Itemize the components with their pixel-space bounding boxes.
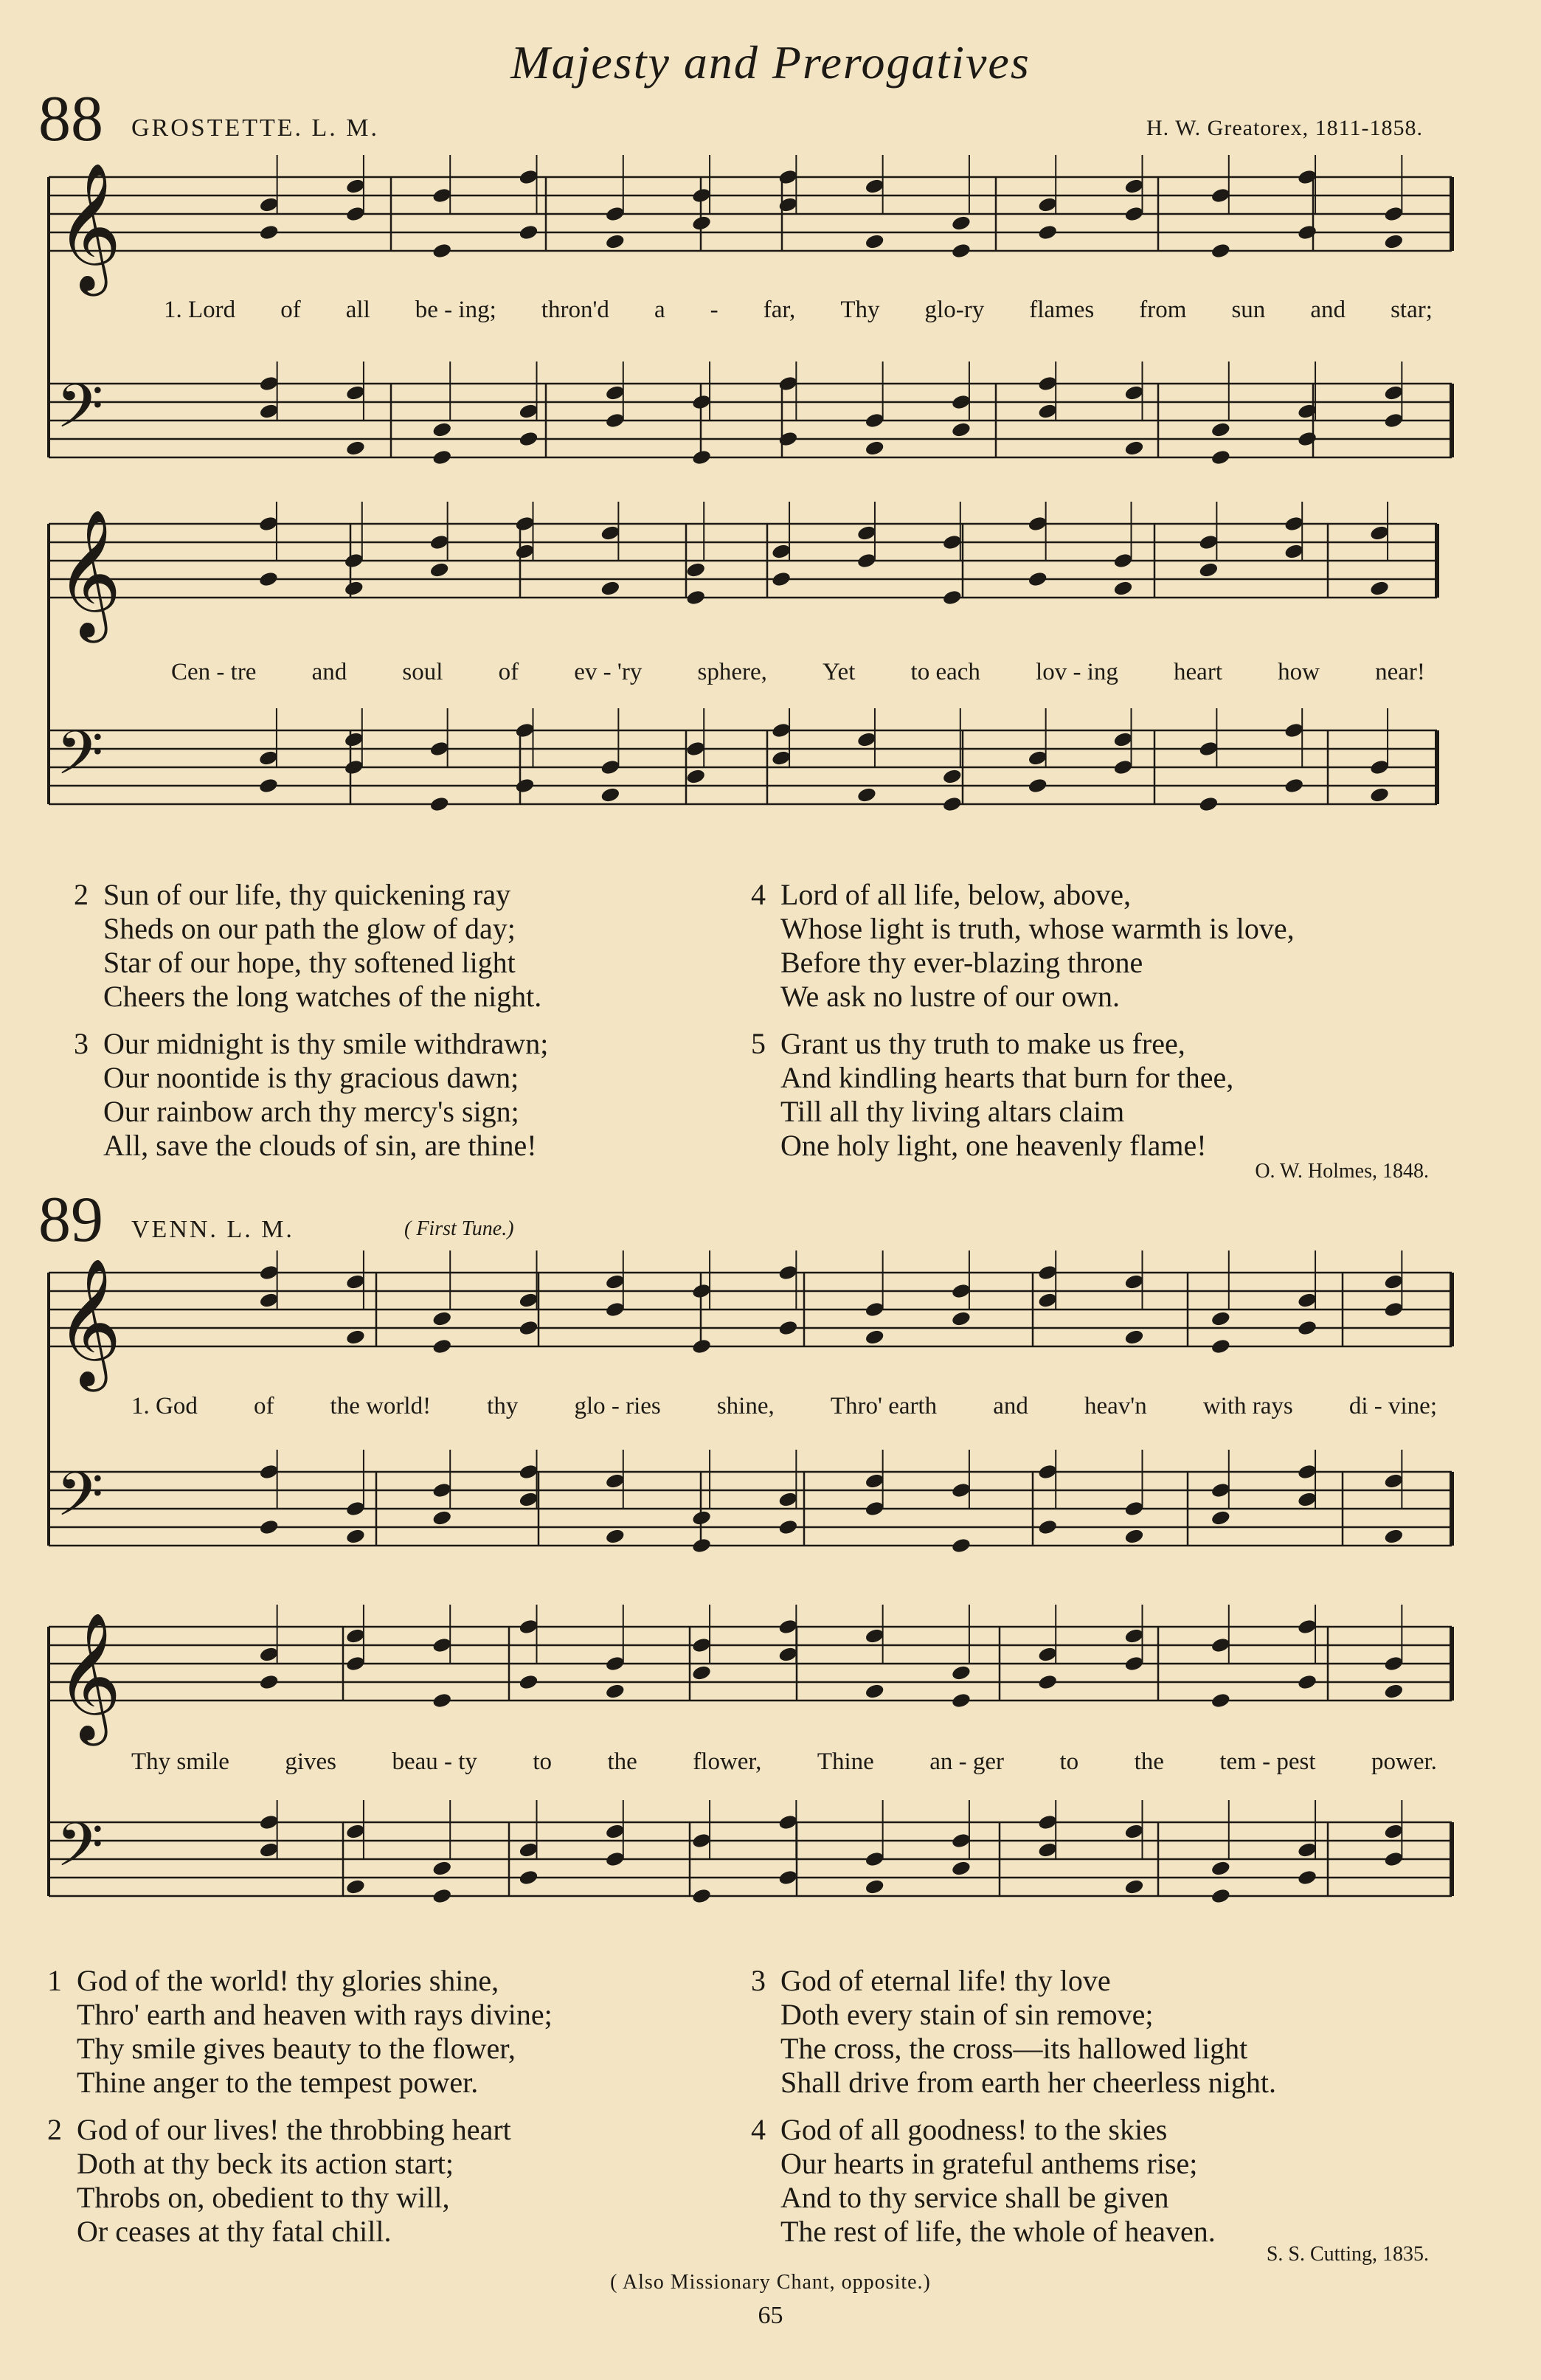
lyric-syllable: from bbox=[1139, 297, 1187, 323]
verse-number: 3 bbox=[751, 1964, 766, 1997]
lyric-syllable: near! bbox=[1375, 659, 1425, 685]
verse-line: Thro' earth and heaven with rays divine; bbox=[77, 1998, 553, 2031]
lyric-syllable: sun bbox=[1231, 297, 1266, 323]
svg-text:𝄞: 𝄞 bbox=[56, 1258, 122, 1386]
verse-line: Our hearts in grateful anthems rise; bbox=[780, 2147, 1198, 2180]
lyric-syllable: and bbox=[311, 659, 347, 685]
verse-number: 2 bbox=[74, 878, 89, 911]
verse-line: Lord of all life, below, above, bbox=[780, 878, 1132, 911]
verse-line: Our noontide is thy gracious dawn; bbox=[103, 1061, 519, 1094]
hymn-88-verse-2 bbox=[74, 878, 541, 1014]
footer-note: ( Also Missionary Chant, opposite.) bbox=[610, 2271, 931, 2294]
lyric-syllable: thron'd bbox=[541, 297, 609, 323]
verse-line: One holy light, one heavenly flame! bbox=[780, 1129, 1207, 1162]
lyric-syllable: di - vine; bbox=[1348, 1393, 1437, 1419]
lyric-syllable: a bbox=[654, 297, 665, 323]
verse-line: Doth at thy beck its action start; bbox=[77, 2147, 454, 2180]
lyric-syllable: sphere, bbox=[697, 659, 767, 685]
lyric-syllable: power. bbox=[1371, 1748, 1437, 1775]
lyric-syllable: tem - pest bbox=[1219, 1748, 1316, 1775]
lyric-syllable: and bbox=[1310, 297, 1346, 323]
lyric-syllable: 1. Lord bbox=[164, 297, 236, 323]
lyric-syllable: flower, bbox=[693, 1748, 762, 1775]
lyric-syllable: glo - ries bbox=[574, 1393, 661, 1419]
hymn-88-lyric-line-2 bbox=[171, 659, 1425, 686]
verse-line: Our rainbow arch thy mercy's sign; bbox=[103, 1095, 519, 1128]
lyric-syllable: - bbox=[710, 297, 718, 323]
verse-line: God of all goodness! to the skies bbox=[780, 2113, 1168, 2146]
lyric-syllable: of bbox=[498, 659, 519, 685]
svg-text:𝄢: 𝄢 bbox=[56, 1459, 104, 1545]
lyric-syllable: far, bbox=[763, 297, 796, 323]
verse-line: God of the world! thy glories shine, bbox=[77, 1964, 499, 1997]
lyric-syllable: star; bbox=[1391, 297, 1433, 323]
hymn-88-tune: GROSTETTE. L. M. bbox=[131, 114, 380, 142]
verse-number: 4 bbox=[751, 2113, 766, 2146]
hymn-89-verse-3 bbox=[751, 1964, 1276, 2100]
svg-text:𝄞: 𝄞 bbox=[56, 162, 122, 291]
lyric-syllable: thy bbox=[487, 1393, 519, 1419]
lyric-syllable: shine, bbox=[716, 1393, 775, 1419]
lyric-syllable: Thy bbox=[840, 297, 880, 323]
hymn-88-composer: H. W. Greatorex, 1811-1858. bbox=[1146, 116, 1423, 140]
lyric-syllable: glo-ry bbox=[924, 297, 985, 323]
verse-line: Till all thy living altars claim bbox=[780, 1095, 1125, 1128]
lyric-syllable: heav'n bbox=[1084, 1393, 1147, 1419]
verse-line: Our midnight is thy smile withdrawn; bbox=[103, 1027, 549, 1060]
lyric-syllable: heart bbox=[1174, 659, 1222, 685]
verse-line: Sheds on our path the glow of day; bbox=[103, 912, 516, 945]
hymn-88-number: 88 bbox=[38, 83, 103, 155]
hymn-88-verse-4 bbox=[751, 878, 1295, 1014]
verse-line: Before thy ever-blazing throne bbox=[780, 946, 1143, 979]
verse-line: God of eternal life! thy love bbox=[780, 1964, 1111, 1997]
verse-number: 4 bbox=[751, 878, 766, 911]
lyric-syllable: soul bbox=[402, 659, 443, 685]
verse-line: Thy smile gives beauty to the flower, bbox=[77, 2032, 516, 2065]
verse-line: Cheers the long watches of the night. bbox=[103, 980, 542, 1013]
lyric-syllable: gives bbox=[285, 1748, 337, 1775]
verse-number: 1 bbox=[47, 1964, 62, 1997]
verse-line: And kindling hearts that burn for thee, bbox=[780, 1061, 1234, 1094]
svg-text:𝄢: 𝄢 bbox=[56, 370, 104, 457]
verse-line: And to thy service shall be given bbox=[780, 2181, 1169, 2214]
svg-text:𝄞: 𝄞 bbox=[56, 1612, 122, 1740]
lyric-syllable: the bbox=[1134, 1748, 1164, 1775]
page-number: 65 bbox=[758, 2302, 783, 2329]
hymn-89-author: S. S. Cutting, 1835. bbox=[1266, 2243, 1429, 2266]
hymn-88-verse-3 bbox=[74, 1027, 548, 1163]
lyric-syllable: of bbox=[253, 1393, 274, 1419]
hymn-89-verse-2 bbox=[47, 2113, 511, 2249]
verse-line: The cross, the cross—its hallowed light bbox=[780, 2032, 1248, 2065]
lyric-syllable: all bbox=[345, 297, 370, 323]
lyric-syllable: Thine bbox=[817, 1748, 874, 1775]
lyric-syllable: flames bbox=[1029, 297, 1095, 323]
verse-line: Whose light is truth, whose warmth is love, bbox=[780, 912, 1295, 945]
lyric-syllable: of bbox=[280, 297, 301, 323]
hymn-88-author: O. W. Holmes, 1848. bbox=[1255, 1160, 1429, 1183]
verse-number: 2 bbox=[47, 2113, 62, 2146]
hymn-89-verse-4 bbox=[751, 2113, 1216, 2249]
lyric-syllable: how bbox=[1278, 659, 1320, 685]
svg-text:𝄢: 𝄢 bbox=[56, 1809, 104, 1895]
verse-line: Doth every stain of sin remove; bbox=[780, 1998, 1154, 2031]
hymn-89-tune: VENN. L. M. bbox=[131, 1216, 294, 1243]
lyric-syllable: and bbox=[993, 1393, 1028, 1419]
verse-line: Throbs on, obedient to thy will, bbox=[77, 2181, 450, 2214]
hymn-88-lyric-line-1 bbox=[164, 297, 1433, 324]
verse-line: Or ceases at thy fatal chill. bbox=[77, 2215, 392, 2248]
svg-text:𝄞: 𝄞 bbox=[56, 509, 122, 637]
section-title: Majesty and Prerogatives bbox=[510, 36, 1031, 89]
hymn-89-number: 89 bbox=[38, 1184, 103, 1256]
lyric-syllable: the world! bbox=[330, 1393, 432, 1419]
lyric-syllable: Cen - tre bbox=[171, 659, 257, 685]
verse-line: We ask no lustre of our own. bbox=[780, 980, 1121, 1013]
verse-line: The rest of life, the whole of heaven. bbox=[780, 2215, 1216, 2248]
verse-line: Grant us thy truth to make us free, bbox=[780, 1027, 1185, 1060]
hymn-88-verse-5 bbox=[751, 1027, 1233, 1163]
verse-line: Sun of our life, thy quickening ray bbox=[103, 878, 511, 911]
lyric-syllable: with rays bbox=[1202, 1393, 1293, 1419]
lyric-syllable: ev - 'ry bbox=[574, 659, 643, 685]
lyric-syllable: lov - ing bbox=[1036, 659, 1118, 685]
verse-line: Star of our hope, thy softened light bbox=[103, 946, 516, 979]
lyric-syllable: to bbox=[533, 1748, 553, 1775]
lyric-syllable: an - ger bbox=[929, 1748, 1005, 1775]
lyric-syllable: to each bbox=[910, 659, 980, 685]
lyric-syllable: be - ing; bbox=[415, 297, 496, 323]
hymn-89-tune-note: ( First Tune.) bbox=[404, 1217, 514, 1240]
lyric-syllable: Thro' earth bbox=[830, 1393, 938, 1419]
lyric-syllable: Thy smile bbox=[131, 1748, 229, 1775]
lyric-syllable: 1. God bbox=[131, 1393, 198, 1419]
verse-line: God of our lives! the throbbing heart bbox=[77, 2113, 511, 2146]
lyric-syllable: beau - ty bbox=[392, 1748, 477, 1775]
verse-line: All, save the clouds of sin, are thine! bbox=[103, 1129, 537, 1162]
verse-line: Thine anger to the tempest power. bbox=[77, 2066, 479, 2099]
lyric-syllable: to bbox=[1059, 1748, 1079, 1775]
hymn-89-lyric-line-1 bbox=[131, 1393, 1437, 1420]
hymn-89-lyric-line-2 bbox=[131, 1748, 1437, 1776]
lyric-syllable: Yet bbox=[823, 659, 856, 685]
lyric-syllable: the bbox=[607, 1748, 637, 1775]
verse-number: 5 bbox=[751, 1027, 766, 1060]
verse-line: Shall drive from earth her cheerless night. bbox=[780, 2066, 1276, 2099]
svg-text:𝄢: 𝄢 bbox=[56, 717, 104, 803]
verse-number: 3 bbox=[74, 1027, 89, 1060]
hymn-89-verse-1 bbox=[47, 1964, 553, 2100]
